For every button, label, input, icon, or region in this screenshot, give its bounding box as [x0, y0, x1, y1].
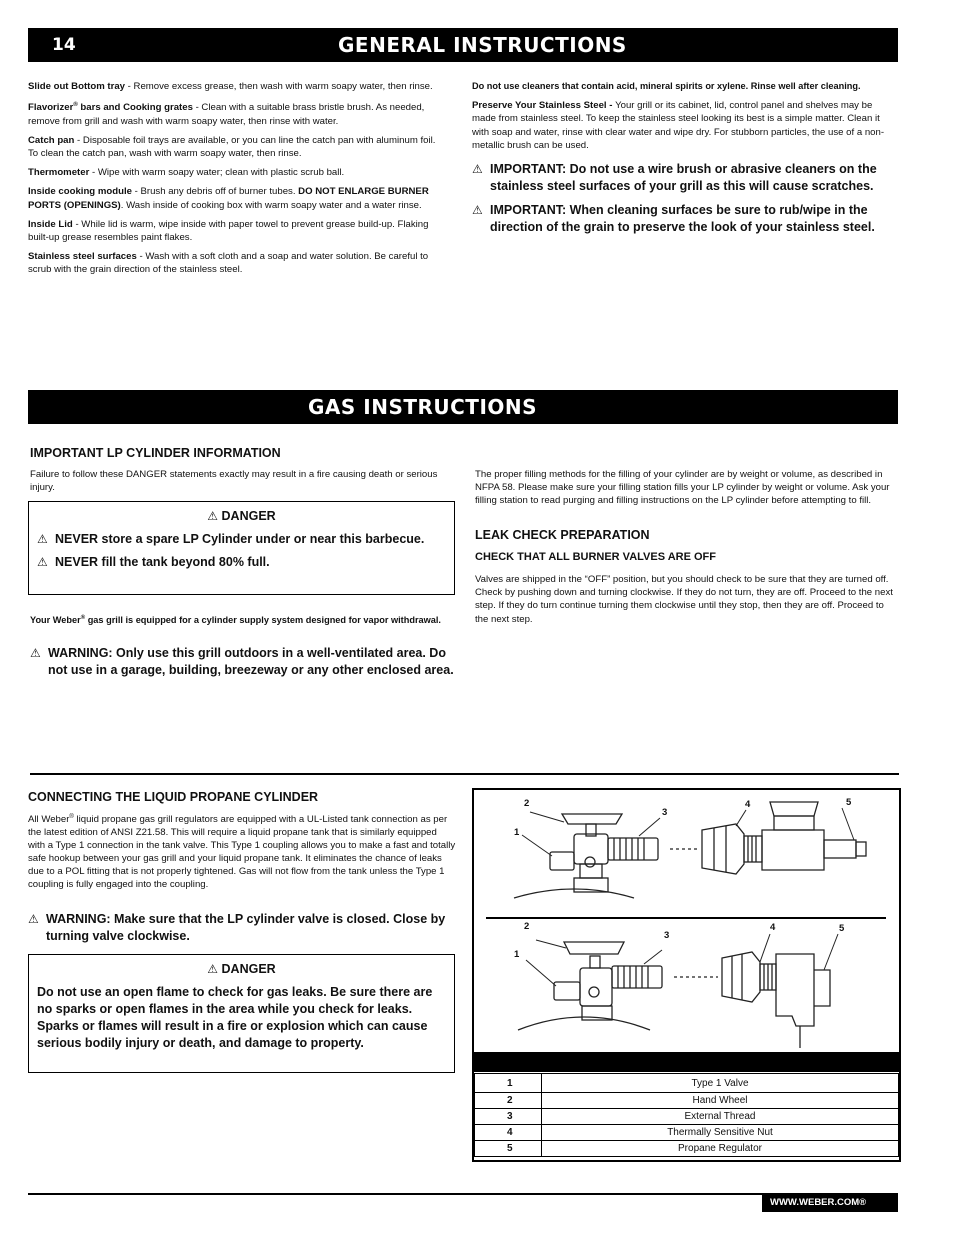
leak-danger-box: [28, 954, 455, 1073]
important-notice: ⚠ IMPORTANT: Do not use a wire brush or abrasive cleaners on the stainless steel surfaces of your grill as this will cause scratches.: [472, 162, 877, 194]
filling-methods-text: The proper filling methods for the filling of your cylinder are by weight or volume, as described in NFPA 58. Please make sure your filling station fills your LP cylinder by weight or volume. Ask your filling station to read purging and filling instructions on the LP cylinder before attempting to fill.: [475, 469, 890, 507]
callout-label: 2: [524, 798, 530, 809]
part-label: Thermally Sensitive Nut: [542, 1125, 899, 1141]
part-label: External Thread: [542, 1109, 899, 1125]
important-notice: ⚠ IMPORTANT: When cleaning surfaces be sure to rub/wipe in the direction of the grain to preserve the look of your stainless steel.: [472, 203, 875, 235]
vapor-withdrawal-note: Your Weber® gas grill is equipped for a cylinder supply system designed for vapor withdrawal.: [30, 615, 441, 626]
warning-notice: ⚠ WARNING: Only use this grill outdoors in a well-ventilated area. Do not use in a garage, building, breezeway or any other enclosed area.: [30, 646, 454, 677]
danger-statement: ⚠ NEVER fill the tank beyond 80% full.: [37, 555, 270, 569]
part-label: Type 1 Valve: [542, 1074, 899, 1093]
part-number: 4: [475, 1125, 542, 1141]
page-number: 14: [52, 35, 76, 55]
danger-statement: Do not use an open flame to check for gas leaks. Be sure there are no sparks or open flames in the area while you check for leaks. Sparks or flames will result in a fire or explosion which can cause serious bodily injury or death, and damage to property.: [37, 985, 433, 1050]
warning-triangle-icon: ⚠: [207, 962, 219, 976]
part-number: 3: [475, 1109, 542, 1125]
general-instructions-bar: [28, 28, 898, 62]
danger-statement: ⚠ NEVER store a spare LP Cylinder under or near this barbecue.: [37, 532, 425, 546]
danger-title: ⚠ DANGER: [207, 509, 276, 523]
cleaning-item: Flavorizer® bars and Cooking grates - Clean with a suitable brass bristle brush. As needed, remove from grill and wash with warm soapy water, then rinse with water.: [28, 102, 425, 127]
callout-label: 1: [514, 827, 520, 838]
cleaning-item: Thermometer - Wipe with warm soapy water; clean with plastic scrub ball.: [28, 167, 345, 179]
warning-triangle-icon: ⚠: [472, 203, 483, 218]
valve-closed-warning: [28, 911, 456, 952]
type1-valve-illustration-top: [474, 790, 899, 918]
warning-triangle-icon: ⚠: [207, 509, 219, 523]
part-number: 1: [475, 1074, 542, 1093]
cleaning-item: Inside cooking module - Brush any debris off of burner tubes. DO NOT ENLARGE BURNER PORTS (OPENINGS). Wash inside of cooking box with warm soapy water and a water rinse.: [28, 186, 429, 211]
footer-url-tab: [762, 1193, 898, 1212]
callout-label: 5: [839, 923, 845, 934]
preserve-stainless-paragraph: Preserve Your Stainless Steel - Your grill or its cabinet, lid, control panel and shelves may be made from stainless steel. To keep the stainless steel looking its best is a simple matter. Clean it with soap and water, rinse with clear water and wipe dry. For stubborn particles, the use of a non-metallic brush can be used.: [472, 100, 885, 151]
callout-label: 3: [664, 930, 670, 941]
gas-instructions-title: GAS INSTRUCTIONS: [308, 395, 538, 419]
connecting-lp-text: All Weber® liquid propane gas grill regulators are equipped with a UL-Listed tank connection as per the latest edition of ANSI Z21.58. This will require a liquid propane tank that is similarly equipped with a Type 1 connection in the tank valve. This Type 1 coupling allows you to make a fast and totally safe hookup between your gas grill and your liquid propane tank. It eliminates the chance of leaks due to a POL fitting that is not properly tightened. Gas will not flow from the tank unless the Type 1 coupling is fully engaged into the coupling.: [28, 814, 456, 891]
table-row: [475, 1125, 899, 1141]
warning-triangle-icon: ⚠: [472, 162, 483, 177]
cleaning-item: Stainless steel surfaces - Wash with a soft cloth and a soap and water solution. Be careful to scrub with the grain direction of the stainless steel.: [28, 251, 429, 276]
general-left-column: [28, 80, 448, 283]
burner-valves-heading: CHECK THAT ALL BURNER VALVES ARE OFF: [475, 551, 716, 563]
callout-label: 4: [745, 799, 751, 810]
warning-triangle-icon: ⚠: [28, 912, 39, 926]
valves-off-text: Valves are shipped in the “OFF” position, but you should check to be sure that they are turned off. Check by pushing down and turning clockwise. If they do not turn, they are off. Proceed to the next step. If they do turn continue turning them clockwise until they stop, then they are off. Proceed to the next step.: [475, 574, 893, 625]
part-label: Propane Regulator: [542, 1141, 899, 1157]
cleaning-item: Catch pan - Disposable foil trays are available, or you can line the catch pan with aluminum foil. To clean the catch pan, wash with warm soapy water, then rinse.: [28, 134, 436, 159]
part-number: 5: [475, 1141, 542, 1157]
parts-table-header-bar: [474, 1052, 899, 1072]
ventilation-warning: [30, 645, 455, 686]
gas-instructions-bar: [28, 390, 898, 424]
general-right-column: [472, 80, 897, 243]
warning-triangle-icon: ⚠: [37, 532, 48, 546]
lp-cylinder-heading: IMPORTANT LP CYLINDER INFORMATION: [30, 446, 281, 460]
table-row: [475, 1093, 899, 1109]
callout-label: 4: [770, 922, 776, 933]
general-instructions-title: GENERAL INSTRUCTIONS: [338, 33, 627, 57]
connecting-lp-heading: CONNECTING THE LIQUID PROPANE CYLINDER: [28, 790, 319, 804]
lp-intro-text: Failure to follow these DANGER statements exactly may result in a fire causing death or serious injury.: [30, 469, 438, 494]
warning-notice: ⚠ WARNING: Make sure that the LP cylinder valve is closed. Close by turning valve clockwise.: [28, 912, 446, 943]
type1-valve-illustration-bottom: [474, 920, 899, 1052]
cleaning-item: Slide out Bottom tray - Remove excess grease, then wash with warm soapy water, then rinse.: [28, 81, 433, 92]
callout-label: 3: [662, 807, 668, 818]
cleaning-item: Inside Lid - While lid is warm, wipe inside with paper towel to prevent grease build-up. Flaking built-up grease resembles paint flakes.: [28, 218, 429, 244]
table-row: [475, 1109, 899, 1125]
callout-label: 1: [514, 949, 520, 960]
cleaner-warning: Do not use cleaners that contain acid, mineral spirits or xylene. Rinse well after cleaning.: [472, 81, 861, 91]
danger-title: ⚠ DANGER: [207, 962, 276, 976]
table-row: [475, 1141, 899, 1157]
parts-table: [474, 1073, 899, 1157]
table-row: [475, 1074, 899, 1093]
callout-label: 2: [524, 921, 530, 932]
warning-triangle-icon: ⚠: [30, 646, 41, 660]
callout-label: 5: [846, 797, 852, 808]
lp-danger-box: [28, 501, 455, 595]
website-url: WWW.WEBER.COM®: [770, 1197, 867, 1208]
section-divider: [30, 773, 899, 775]
warning-triangle-icon: ⚠: [37, 555, 48, 569]
valve-regulator-figure: [472, 788, 901, 1162]
leak-check-heading: LEAK CHECK PREPARATION: [475, 528, 650, 542]
part-number: 2: [475, 1093, 542, 1109]
figure-divider: [486, 917, 886, 919]
part-label: Hand Wheel: [542, 1093, 899, 1109]
